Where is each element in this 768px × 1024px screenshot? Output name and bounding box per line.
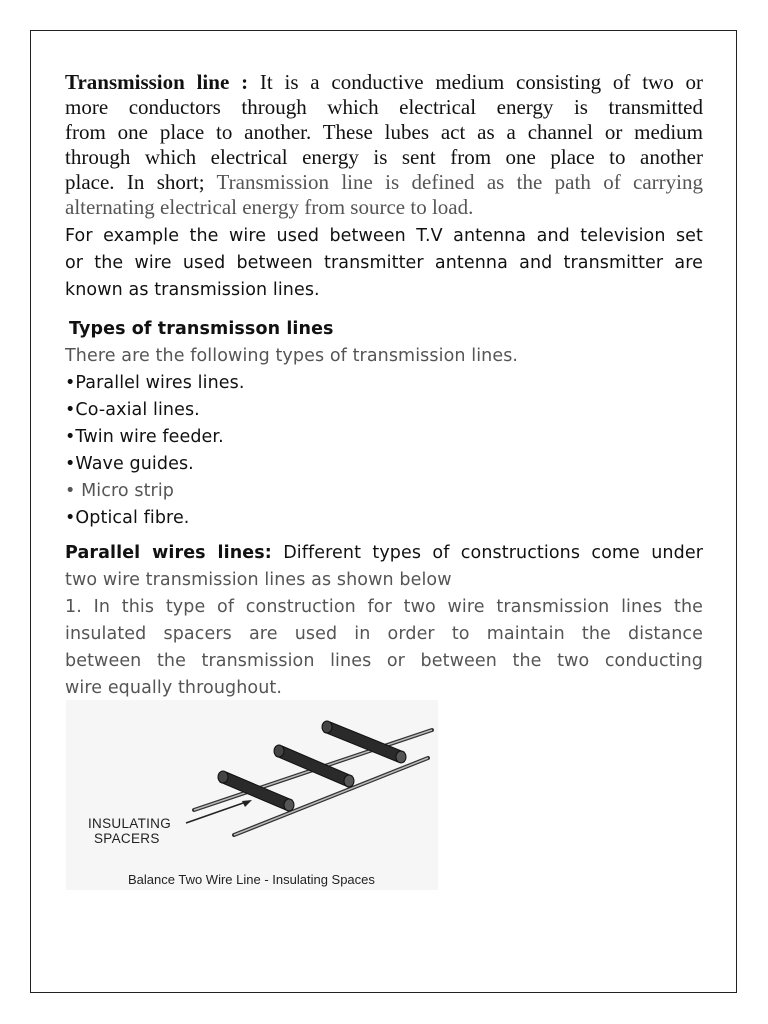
list-item: •Co-axial lines. <box>65 400 200 420</box>
types-section <box>65 316 703 532</box>
list-item: •Wave guides. <box>65 454 194 474</box>
list-item: •Twin wire feeder. <box>65 427 224 447</box>
list-item: • Micro strip <box>65 481 174 501</box>
spacer <box>218 771 294 811</box>
two-wire-line-illustration <box>66 700 438 890</box>
parallel-wires-paragraph: Parallel wires lines: Different types of constructions come under two wire transmission lines as shown below 1. In this type of construction for two wire transmission lines the insulated spacers are used in order to maintain the distance between the transmission lines or between the two conducting wire equally throughout. <box>65 543 703 698</box>
intro-paragraph: Transmission line : It is a conductive medium consisting of two or more conductors through which electrical energy is transmitted from one place to another. These lubes act as a channel or medium through which electrical energy is sent from one place to another place. In short; Transmission line is defined as the path of carrying alternating electrical energy from source to load. <box>65 70 703 219</box>
example-paragraph: For example the wire used between T.V antenna and television set or the wire used between transmitter antenna and transmitter are known as transmission lines. <box>65 226 703 300</box>
intro-term: Transmission line : <box>65 70 249 94</box>
figure-caption: Balance Two Wire Line - Insulating Spaces <box>128 872 375 887</box>
types-intro: There are the following types of transmission lines. <box>65 346 519 366</box>
two-wire-line-figure <box>66 700 438 890</box>
list-item: •Optical fibre. <box>65 508 190 528</box>
types-heading: Types of transmisson lines <box>69 319 334 339</box>
insulating-spacers-label: INSULATING SPACERS <box>88 816 172 846</box>
list-item: •Parallel wires lines. <box>65 373 245 393</box>
parallel-term: Parallel wires lines: <box>65 543 272 563</box>
